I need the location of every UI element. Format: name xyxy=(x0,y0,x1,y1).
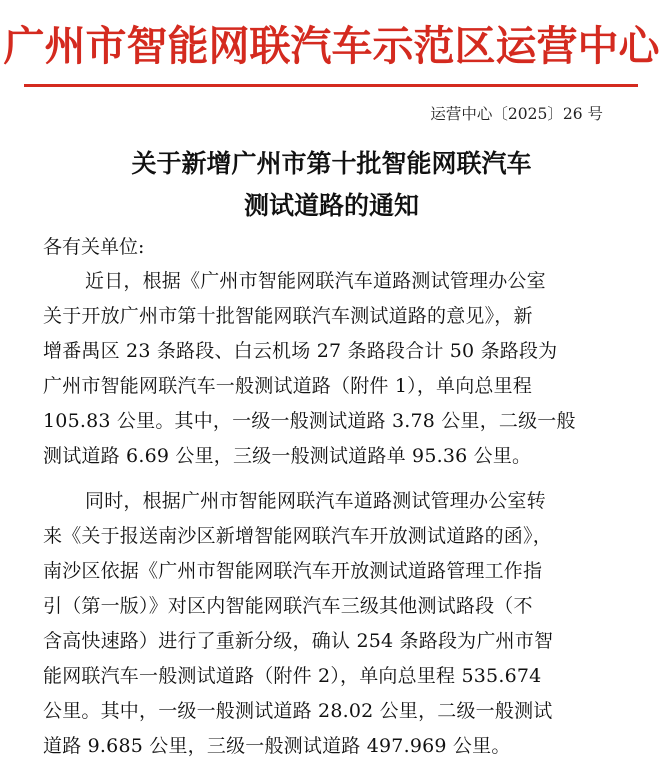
paragraph-2-line-6: 能网联汽车一般测试道路（附件 2），单向总里程 535.674 xyxy=(43,665,542,687)
paragraph-1-line-2: 关于开放广州市第十批智能网联汽车测试道路的意见》，新 xyxy=(43,305,533,327)
paragraph-1-line-5: 105.83 公里。其中，一级一般测试道路 3.78 公里，二级一般 xyxy=(43,410,576,432)
paragraph-2-line-1: 同时，根据广州市智能网联汽车道路测试管理办公室转 xyxy=(85,490,546,512)
paragraph-1-line-1: 近日，根据《广州市智能网联汽车道路测试管理办公室 xyxy=(85,270,546,292)
issuing-organization-header: 广州市智能网联汽车示范区运营中心 xyxy=(3,22,660,70)
paragraph-1-line-3: 增番禺区 23 条路段、白云机场 27 条路段合计 50 条路段为 xyxy=(43,340,558,362)
document-number: 运营中心〔2025〕26 号 xyxy=(430,105,603,123)
red-divider-rule xyxy=(24,84,638,87)
document-title-line-1: 关于新增广州市第十批智能网联汽车 xyxy=(131,149,532,178)
paragraph-2-line-3: 南沙区依据《广州市智能网联汽车开放测试道路管理工作指 xyxy=(43,560,543,582)
paragraph-1-line-4: 广州市智能网联汽车一般测试道路（附件 1），单向总里程 xyxy=(43,375,533,397)
paragraph-2-line-5: 含高快速路）进行了重新分级，确认 254 条路段为广州市智 xyxy=(43,630,554,652)
paragraph-2-line-8: 道路 9.685 公里，三级一般测试道路 497.969 公里。 xyxy=(43,735,511,757)
paragraph-1-line-6: 测试道路 6.69 公里，三级一般测试道路单 95.36 公里。 xyxy=(43,445,532,467)
paragraph-2-line-4: 引（第一版）》对区内智能网联汽车三级其他测试路段（不 xyxy=(43,595,533,617)
document-title-line-2: 测试道路的通知 xyxy=(243,191,419,220)
salutation: 各有关单位: xyxy=(43,236,145,258)
paragraph-2-line-7: 公里。其中，一级一般测试道路 28.02 公里，二级一般测试 xyxy=(43,700,553,722)
paragraph-2-line-2: 来《关于报送南沙区新增智能网联汽车开放测试道路的函》， xyxy=(43,525,552,547)
